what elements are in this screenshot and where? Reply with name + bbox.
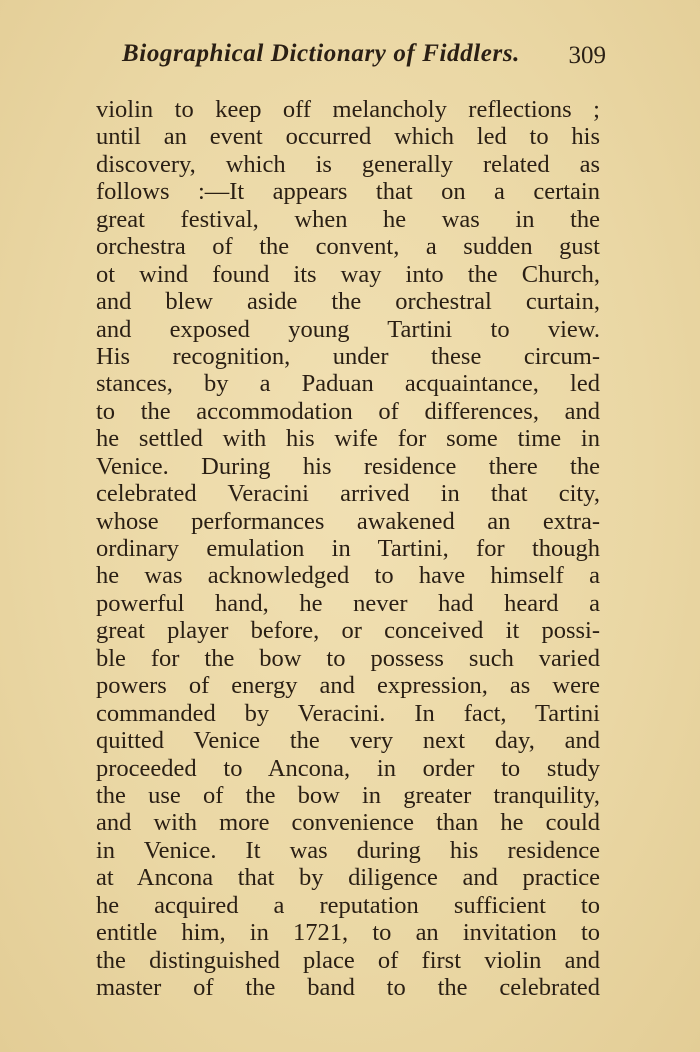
text-line: master of the band to the celebrated xyxy=(96,974,600,1001)
text-line: His recognition, under these circum- xyxy=(96,342,600,370)
text-line: entitle him, in 1721, to an invitation to xyxy=(96,919,600,947)
text-line: until an event occurred which led to his xyxy=(96,123,600,151)
text-line: he acquired a reputation sufficient to xyxy=(96,891,600,919)
text-line: Venice. During his residence there the xyxy=(96,452,600,480)
text-line: he was acknowledged to have himself a xyxy=(96,562,600,590)
page-header xyxy=(118,40,606,80)
body-text xyxy=(96,96,600,1001)
text-line: powers of energy and expression, as were xyxy=(96,672,600,700)
text-line: great player before, or conceived it possi- xyxy=(96,617,600,645)
text-line: whose performances awakened an extra- xyxy=(96,507,600,535)
text-line: great festival, when he was in the xyxy=(96,205,600,233)
text-line: and blew aside the orchestral curtain, xyxy=(96,288,600,316)
text-line: and exposed young Tartini to view. xyxy=(96,315,600,343)
text-line: to the accommodation of differences, and xyxy=(96,397,600,425)
text-line: ot wind found its way into the Church, xyxy=(96,260,600,288)
text-line: powerful hand, he never had heard a xyxy=(96,589,600,617)
page-number: 309 xyxy=(568,42,606,69)
text-line: the use of the bow in greater tranquility, xyxy=(96,781,600,809)
text-line: at Ancona that by diligence and practice xyxy=(96,864,600,892)
running-head: Biographical Dictionary of Fiddlers. xyxy=(122,40,521,67)
text-line: the distinguished place of first violin and xyxy=(96,946,600,974)
text-line: in Venice. It was during his residence xyxy=(96,836,600,864)
text-line: celebrated Veracini arrived in that city, xyxy=(96,480,600,508)
text-line: follows :—It appears that on a certain xyxy=(96,178,600,206)
text-line: ble for the bow to possess such varied xyxy=(96,644,600,672)
text-line: he settled with his wife for some time in xyxy=(96,425,600,453)
text-line: and with more convenience than he could xyxy=(96,809,600,837)
text-line: proceeded to Ancona, in order to study xyxy=(96,754,600,782)
text-line: ordinary emulation in Tartini, for though xyxy=(96,535,600,562)
text-line: orchestra of the convent, a sudden gust xyxy=(96,233,600,261)
text-line: violin to keep off melancholy reflections ; xyxy=(96,96,600,123)
text-line: stances, by a Paduan acquaintance, led xyxy=(96,370,600,398)
text-line: discovery, which is generally related as xyxy=(96,150,600,178)
text-line: commanded by Veracini. In fact, Tartini xyxy=(96,699,600,727)
text-line: quitted Venice the very next day, and xyxy=(96,727,600,755)
